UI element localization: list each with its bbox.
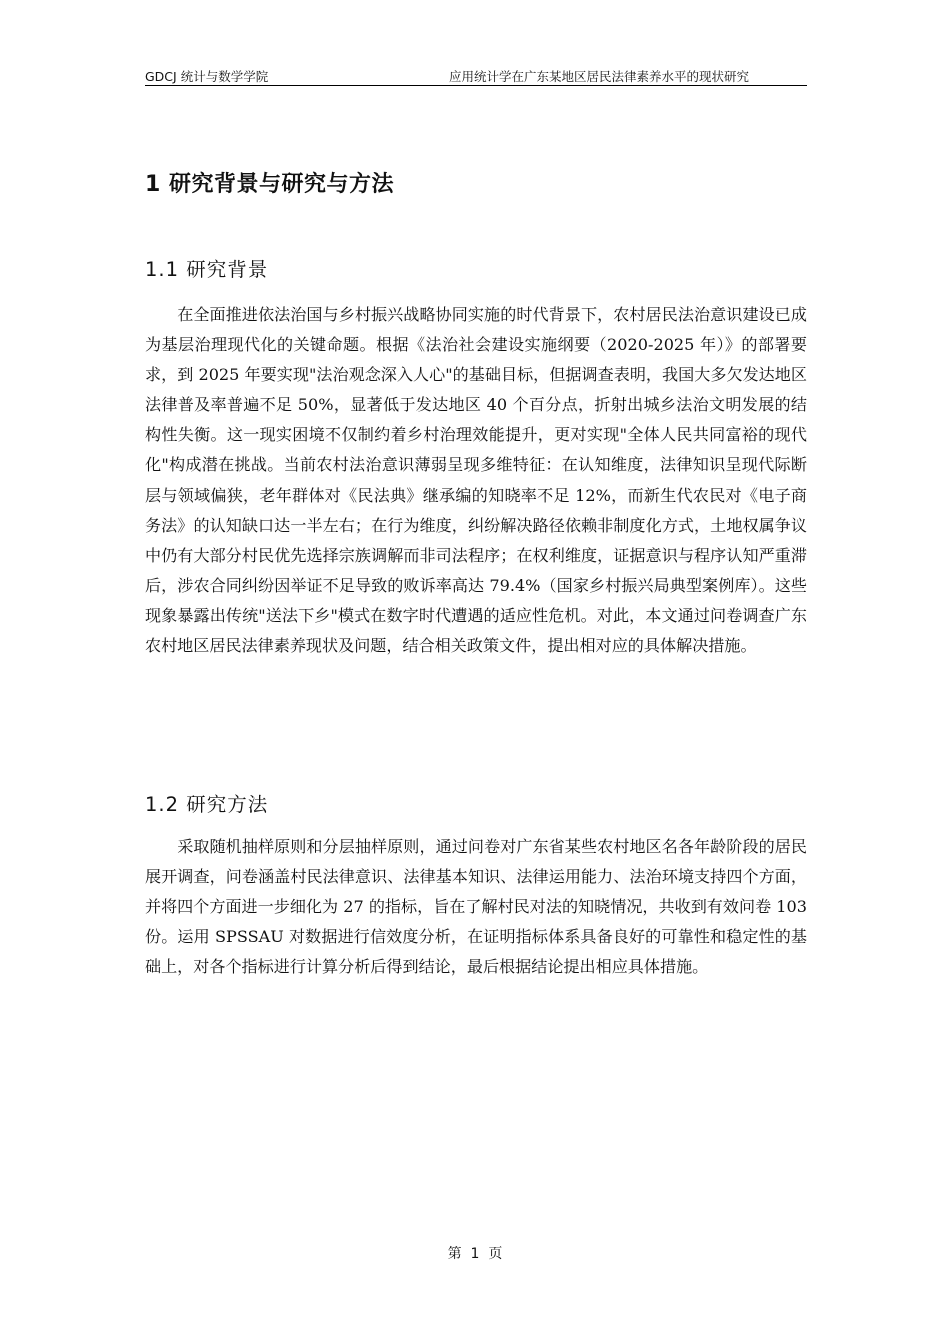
running-header [145,68,807,85]
section-heading-method: 1.2 研究方法 [145,793,269,816]
header-institution: GDCJ 统计与数学学院 [145,69,269,84]
header-paper-title: 应用统计学在广东某地区居民法律素养水平的现状研究 [448,69,749,84]
header-rule [145,85,807,86]
section-heading-background: 1.1 研究背景 [145,258,269,281]
paragraph-method: 采取随机抽样原则和分层抽样原则，通过问卷对广东省某些农村地区名各年龄阶段的居民展开调查，问卷涵盖村民法律意识、法律基本知识、法律运用能力、法治环境支持四个方面，并将四个方面进一步细化为 27 的指标，旨在了解村民对法的知晓情况，共收到有效问卷 103 份。运用 SPSSAU 对数据进行信效度分析，在证明指标体系具备良好的可靠性和稳定性的基础上，对各个指标进行计算分析后得到结论，最后根据结论提出相应具体措施。 [145,837,808,977]
paragraph-background: 在全面推进依法治国与乡村振兴战略协同实施的时代背景下，农村居民法治意识建设已成为基层治理现代化的关键命题。根据《法治社会建设实施纲要（2020-2025 年）》的部署要求，到 2025 年要实现"法治观念深入人心"的基础目标，但据调查表明，我国大多欠发达地区法律普及率普遍不足 50%，显著低于发达地区 40 个百分点，折射出城乡法治文明发展的结构性失衡。这一现实困境不仅制约着乡村治理效能提升，更对实现"全体人民共同富裕的现代化"构成潜在挑战。当前农村法治意识薄弱呈现多维特征：在认知维度，法律知识呈现代际断层与领域偏狭，老年群体对《民法典》继承编的知晓率不足 12%，而新生代农民对《电子商务法》的认知缺口达一半左右；在行为维度，纠纷解决路径依赖非制度化方式，土地权属争议中仍有大部分村民优先选择宗族调解而非司法程序；在权利维度，证据意识与程序认知严重滞后，涉农合同纠纷因举证不足导致的败诉率高达 79.4%（国家乡村振兴局典型案例库）。这些现象暴露出传统"送法下乡"模式在数字时代遭遇的适应性危机。对此，本文通过问卷调查广东农村地区居民法律素养现状及问题，结合相关政策文件，提出相对应的具体解决措施。 [145,305,807,656]
page-number: 第 1 页 [447,1246,503,1262]
chapter-title: 1 研究背景与研究与方法 [145,172,394,197]
